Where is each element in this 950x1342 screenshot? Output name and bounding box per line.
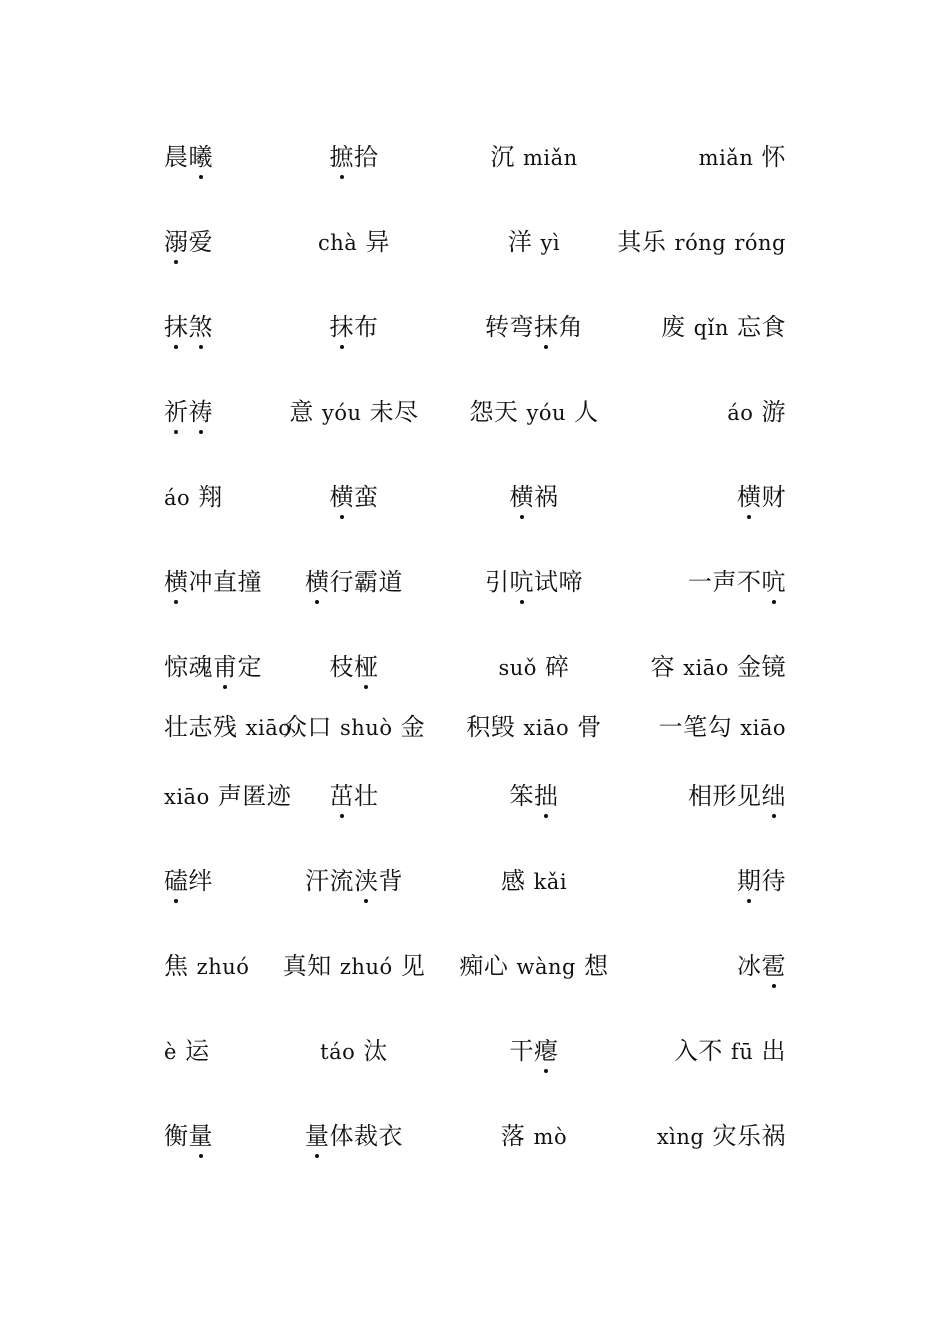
emphasized-character: 横: [737, 479, 762, 515]
vocabulary-item: 惊魂甫定: [164, 649, 262, 685]
vocabulary-item: 溺爱: [164, 224, 213, 260]
vocabulary-item: 量体裁衣: [305, 1118, 403, 1154]
vocabulary-row: [164, 1118, 786, 1154]
emphasized-character: 瘪: [534, 1033, 559, 1069]
pinyin-text: zhuó: [196, 955, 250, 979]
emphasized-character: 祷: [189, 394, 214, 430]
vocabulary-row: [164, 139, 786, 175]
vocabulary-item: xiāo 声匿迹: [164, 782, 292, 810]
emphasized-character: 摭: [330, 139, 355, 175]
pinyin-text: qǐn: [693, 316, 729, 340]
vocabulary-item: áo 游: [727, 398, 786, 426]
vocabulary-item: 晨曦: [164, 139, 213, 175]
vocabulary-item: 一声不吭: [688, 564, 786, 600]
pinyin-text: chà: [318, 231, 358, 255]
vocabulary-item: 横行霸道: [305, 564, 403, 600]
pinyin-text: áo: [727, 401, 754, 425]
vocabulary-item: 期待: [737, 863, 786, 899]
vocabulary-item: 容 xiāo 金镜: [650, 653, 786, 681]
emphasized-character: 横: [305, 564, 330, 600]
emphasized-character: 吭: [510, 564, 535, 600]
pinyin-text: xiāo: [523, 716, 570, 740]
vocabulary-item: 茁壮: [330, 778, 379, 814]
pinyin-text: yì: [540, 231, 561, 255]
pinyin-text: xiāo: [683, 656, 729, 680]
pinyin-text: yóu: [321, 401, 362, 425]
vocabulary-item: 废 qǐn 忘食: [661, 313, 786, 341]
vocabulary-item: 横蛮: [330, 479, 379, 515]
vocabulary-row: [164, 1033, 786, 1069]
vocabulary-item: áo 翔: [164, 483, 223, 511]
vocabulary-item: 笨拙: [510, 778, 559, 814]
vocabulary-item: 意 yóu 未尽: [289, 398, 419, 426]
pinyin-text: suǒ: [498, 656, 537, 680]
vocabulary-item: 众口 shuò 金: [282, 713, 426, 741]
vocabulary-row: [164, 309, 786, 345]
emphasized-character: 期: [737, 863, 762, 899]
vocabulary-item: 汗流浃背: [305, 863, 403, 899]
vocabulary-item: 相形见绌: [688, 778, 786, 814]
pinyin-text: è: [164, 1040, 177, 1064]
vocabulary-item: miǎn 怀: [698, 143, 786, 171]
pinyin-text: róng: [674, 231, 727, 255]
vocabulary-item: chà 异: [318, 228, 390, 256]
vocabulary-row: [164, 479, 786, 515]
vocabulary-item: 沉 miǎn: [490, 143, 578, 171]
pinyin-text: táo: [320, 1040, 356, 1064]
vocabulary-item: 转弯抹角: [485, 309, 583, 345]
pinyin-text: fū: [731, 1040, 754, 1064]
vocabulary-item: 积毁 xiāo 骨: [466, 713, 602, 741]
emphasized-character: 溺: [164, 224, 189, 260]
vocabulary-item: 冰雹: [737, 948, 786, 984]
vocabulary-item: 横祸: [510, 479, 559, 515]
emphasized-character: 雹: [762, 948, 787, 984]
pinyin-text: shuò: [340, 716, 393, 740]
vocabulary-item: 焦 zhuó: [164, 952, 250, 980]
vocabulary-item: táo 汰: [320, 1037, 388, 1065]
vocabulary-row: [164, 863, 786, 899]
pinyin-text: xiāo: [164, 785, 210, 809]
vocabulary-item: è 运: [164, 1037, 210, 1065]
vocabulary-item: 磕绊: [164, 863, 213, 899]
vocabulary-item: 入不 fū 出: [673, 1037, 786, 1065]
pinyin-text: áo: [164, 486, 191, 510]
vocabulary-item: 一笔勾 xiāo: [658, 713, 786, 741]
emphasized-character: 横: [510, 479, 535, 515]
pinyin-text: xiāo: [245, 716, 292, 740]
pinyin-text: róng: [734, 231, 786, 255]
vocabulary-item: 感 kǎi: [500, 867, 568, 895]
pinyin-text: xìng: [656, 1125, 705, 1149]
emphasized-character: 祈: [164, 394, 189, 430]
vocabulary-item: 洋 yì: [507, 228, 561, 256]
vocabulary-item: 干瘪: [510, 1033, 559, 1069]
vocabulary-item: 怨天 yóu 人: [469, 398, 599, 426]
vocabulary-row: [164, 224, 786, 260]
vocabulary-row: [164, 649, 786, 685]
vocabulary-row: [164, 394, 786, 430]
vocabulary-row: [164, 948, 786, 984]
vocabulary-row: [164, 564, 786, 600]
vocabulary-item: 摭拾: [330, 139, 379, 175]
emphasized-character: 横: [164, 564, 189, 600]
pinyin-text: wàng: [516, 955, 576, 979]
pinyin-text: mò: [533, 1125, 568, 1149]
emphasized-character: 绌: [762, 778, 787, 814]
emphasized-character: 量: [305, 1118, 330, 1154]
vocabulary-item: 真知 zhuó 见: [282, 952, 426, 980]
vocabulary-row: [164, 778, 786, 814]
vocabulary-item: 横财: [737, 479, 786, 515]
emphasized-character: 抹: [534, 309, 559, 345]
emphasized-character: 煞: [189, 309, 214, 345]
vocabulary-item: xìng 灾乐祸: [656, 1122, 786, 1150]
vocabulary-item: 落 mò: [500, 1122, 568, 1150]
pinyin-text: miǎn: [522, 146, 578, 170]
vocabulary-item: 引吭试啼: [485, 564, 583, 600]
vocabulary-item: 痴心 wàng 想: [459, 952, 609, 980]
emphasized-character: 茁: [330, 778, 355, 814]
emphasized-character: 横: [330, 479, 355, 515]
emphasized-character: 甫: [213, 649, 238, 685]
vocabulary-item: [164, 309, 213, 345]
emphasized-character: 抹: [330, 309, 355, 345]
pinyin-text: xiāo: [740, 716, 786, 740]
vocabulary-item: 壮志残 xiāo: [164, 713, 292, 741]
vocabulary-row: [164, 709, 786, 745]
emphasized-character: 吭: [762, 564, 787, 600]
emphasized-character: 量: [189, 1118, 214, 1154]
vocabulary-item: [164, 394, 213, 430]
pinyin-text: kǎi: [533, 870, 568, 894]
pinyin-text: zhuó: [339, 955, 393, 979]
vocabulary-item: 衡量: [164, 1118, 213, 1154]
emphasized-character: 拙: [534, 778, 559, 814]
emphasized-character: 抹: [164, 309, 189, 345]
emphasized-character: 浃: [354, 863, 379, 899]
emphasized-character: 磕: [164, 863, 189, 899]
vocabulary-item: 其乐 róng róng: [617, 228, 786, 256]
emphasized-character: 曦: [189, 139, 214, 175]
vocabulary-item: suǒ 碎: [498, 653, 570, 681]
vocabulary-item: 枝桠: [330, 649, 379, 685]
emphasized-character: 桠: [354, 649, 379, 685]
pinyin-text: yóu: [526, 401, 567, 425]
pinyin-text: miǎn: [698, 146, 754, 170]
vocabulary-item: 抹布: [330, 309, 379, 345]
vocabulary-item: 横冲直撞: [164, 564, 262, 600]
